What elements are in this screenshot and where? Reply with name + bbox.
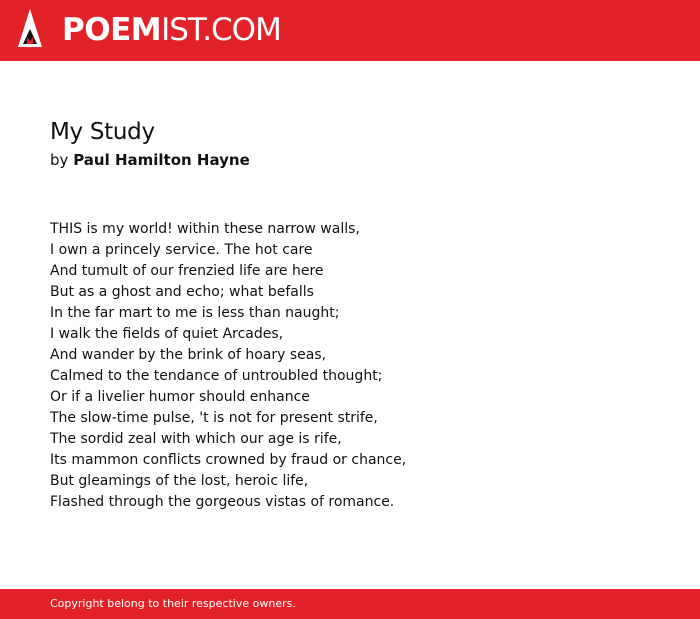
site-footer <box>0 589 700 619</box>
poem-line: But as a ghost and echo; what befalls <box>50 284 314 300</box>
logo-bold-part: POEM <box>62 12 162 48</box>
poem-line: THIS is my world! within these narrow walls, <box>50 221 360 237</box>
poem-line: And tumult of our frenzied life are here <box>50 263 324 279</box>
pencil-icon <box>18 9 42 51</box>
poem-line: The sordid zeal with which our age is rife, <box>50 431 342 447</box>
poem-line: Its mammon conflicts crowned by fraud or chance, <box>50 452 407 468</box>
poem-author: Paul Hamilton Hayne <box>73 151 250 169</box>
poem-line: I walk the fields of quiet Arcades, <box>50 326 284 342</box>
site-logo-text <box>62 9 281 51</box>
poem-byline <box>50 150 670 170</box>
poem-line: Calmed to the tendance of untroubled thought; <box>50 368 383 384</box>
poem-body <box>50 219 670 513</box>
poem-line: In the far mart to me is less than naught; <box>50 305 340 321</box>
poem-line: And wander by the brink of hoary seas, <box>50 347 327 363</box>
poem-title: My Study <box>50 119 155 145</box>
site-logo-link[interactable] <box>18 9 281 51</box>
logo-light-part: IST.COM <box>161 12 281 48</box>
poem-line: The slow-time pulse, 't is not for present strife, <box>50 410 378 426</box>
poem-line: Flashed through the gorgeous vistas of romance. <box>50 494 395 510</box>
poem-content <box>50 114 670 513</box>
poem-line: But gleamings of the lost, heroic life, <box>50 473 309 489</box>
by-label: by <box>50 151 69 169</box>
copyright-text: Copyright belong to their respective owners. <box>50 597 296 610</box>
site-header <box>0 0 700 61</box>
poem-line: Or if a livelier humor should enhance <box>50 389 310 405</box>
poem-line: I own a princely service. The hot care <box>50 242 313 258</box>
